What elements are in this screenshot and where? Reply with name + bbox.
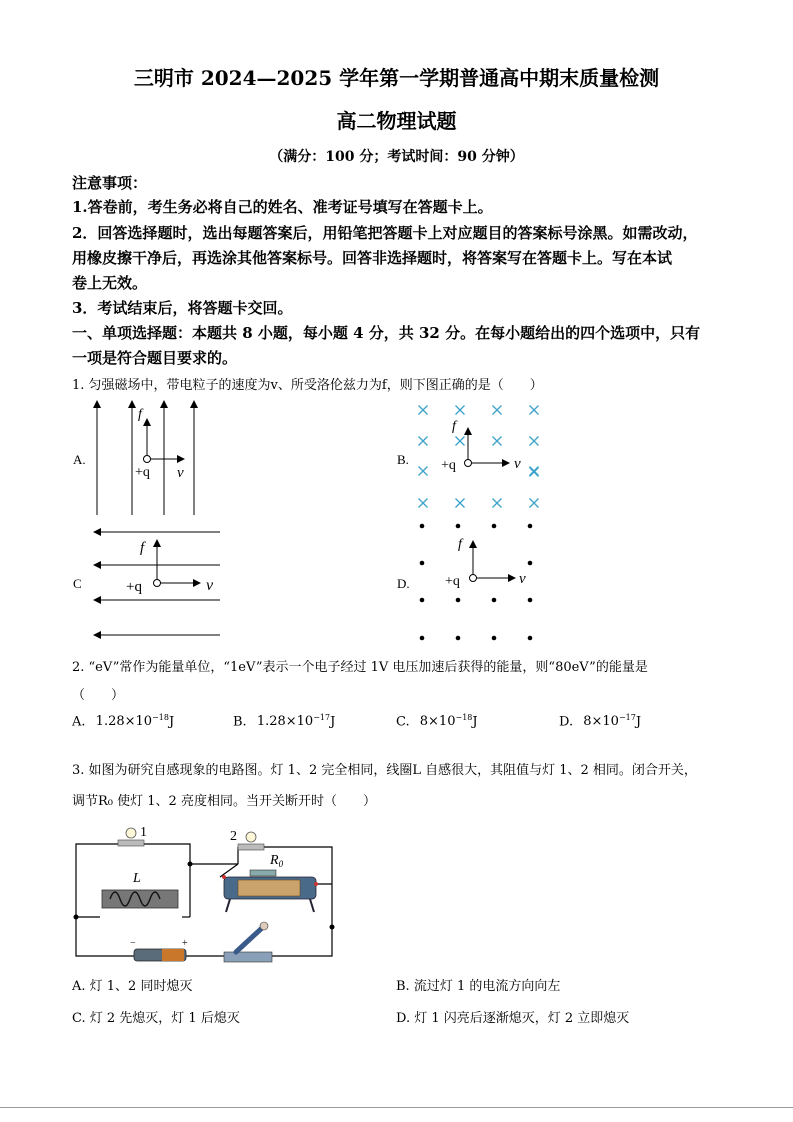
- q3-option-b: B. 流过灯 1 的电流方向向左: [396, 979, 561, 994]
- q3-option-d: D. 灯 1 闪亮后逐渐熄灭，灯 2 立即熄灭: [396, 1011, 630, 1026]
- sym-v: v: [206, 577, 214, 594]
- sym-f: f: [458, 537, 462, 552]
- notice-item-2-line3: 卷上无效。: [72, 274, 148, 292]
- notice-item-2-line1: 2．回答选择题时，选出每题答案后，用铅笔把答题卡上对应题目的答案标号涂黑。如需改动，: [72, 224, 698, 242]
- q3-option-c: C. 灯 2 先熄灭，灯 1 后熄灭: [72, 1011, 240, 1026]
- page-title: 三明市 2024—2025 学年第一学期普通高中期末质量检测: [133, 66, 660, 90]
- lamp-1-label: 1: [140, 825, 147, 840]
- notice-heading: 注意事项：: [72, 174, 148, 192]
- figure-b: [397, 406, 539, 508]
- field-dot: [420, 636, 425, 641]
- footer-divider: [0, 1107, 793, 1108]
- figure-c: [73, 532, 220, 635]
- field-cross: [530, 437, 539, 446]
- field-dot: [492, 598, 497, 603]
- sym-q: +q: [126, 579, 142, 595]
- junction: [188, 862, 193, 867]
- sym-f: f: [140, 540, 145, 556]
- coil-l: [102, 871, 178, 908]
- charge: [465, 460, 472, 467]
- field-dot: [528, 598, 533, 603]
- sym-f: f: [138, 407, 142, 422]
- field-dot: [528, 524, 533, 529]
- field-dot: [528, 561, 533, 566]
- field-dot: [420, 524, 425, 529]
- sym-q: +q: [135, 465, 150, 480]
- q2-stem-line2: （ ）: [72, 688, 125, 703]
- page-subtitle: 高二物理试题: [336, 109, 457, 133]
- field-cross: [419, 467, 428, 476]
- battery: [130, 938, 188, 961]
- q3-stem-line1: 3. 如图为研究自感现象的电路图。灯 1、2 完全相同，线圈L 自感很大，其阻值与灯 1、2 相同。闭合开关，: [72, 763, 697, 778]
- sym-f: f: [452, 419, 456, 434]
- q2-stem-line1: 2. “eV”常作为能量单位，“1eV”表示一个电子经过 1V 电压加速后获得的能量，则“80eV”的能量是: [72, 660, 648, 675]
- q2-option-c: C. $8\times 10^{-18}J$: [396, 713, 478, 730]
- sym-v: v: [514, 456, 521, 472]
- field-dot: [492, 524, 497, 529]
- field-cross: [456, 437, 465, 446]
- field-cross: [456, 406, 465, 415]
- rheostat-label: $R_0$: [270, 853, 284, 869]
- option-c-label: C: [73, 576, 82, 591]
- q2-option-a: A. $1.28\times 10^{-18}J$: [72, 713, 175, 730]
- field-cross: [493, 437, 502, 446]
- field-dot: [456, 598, 461, 603]
- sym-v: v: [177, 465, 184, 481]
- charge: [154, 580, 161, 587]
- sym-q: +q: [445, 574, 460, 589]
- notice-item-1: 1.答卷前，考生务必将自己的姓名、准考证号填写在答题卡上。: [72, 198, 493, 216]
- q3-option-a: A. 灯 1、2 同时熄灭: [72, 979, 193, 994]
- charge: [144, 456, 151, 463]
- q2-option-d: D. $8\times 10^{-17}J$: [559, 713, 642, 730]
- q1-stem: 1. 匀强磁场中，带电粒子的速度为v、所受洛伦兹力为f，则下图正确的是（ ）: [72, 378, 543, 393]
- field-dots: [420, 524, 533, 641]
- lamp-2-label: 2: [230, 829, 237, 844]
- field-cross: [493, 406, 502, 415]
- battery-minus: −: [130, 938, 136, 949]
- figure-a: [73, 401, 194, 515]
- field-cross: [530, 467, 539, 476]
- field-cross: [530, 499, 539, 508]
- rheostat-r0: [222, 853, 318, 912]
- field-cross: [530, 468, 539, 477]
- junction: [330, 925, 335, 930]
- exam-info: （满分：100 分；考试时间：90 分钟）: [269, 149, 524, 165]
- q1-figures: [60, 395, 760, 650]
- figure-d: [397, 524, 532, 641]
- field-dot: [420, 598, 425, 603]
- field-cross: [456, 499, 465, 508]
- field-cross: [530, 406, 539, 415]
- field-dot: [528, 636, 533, 641]
- field-dot: [456, 636, 461, 641]
- field-cross: [419, 499, 428, 508]
- lamp-2: [230, 829, 264, 850]
- charge: [470, 575, 477, 582]
- switch: [224, 922, 272, 962]
- sym-q: +q: [441, 458, 456, 473]
- option-b-label: B.: [397, 452, 409, 467]
- notice-item-3: 3．考试结束后，将答题卡交回。: [72, 299, 293, 317]
- field-cross: [493, 499, 502, 508]
- sym-v: v: [519, 571, 526, 587]
- section-heading-line2: 一项是符合题目要求的。: [72, 349, 238, 367]
- notice-item-2-line2: 用橡皮擦干净后，再选涂其他答案标号。回答非选择题时，将答案写在答题卡上。写在本试: [72, 249, 673, 267]
- battery-plus: +: [182, 938, 188, 949]
- q3-stem-line2: 调节R₀ 使灯 1、2 亮度相同。当开关断开时（ ）: [72, 794, 376, 809]
- junction: [74, 915, 79, 920]
- field-dot: [420, 561, 425, 566]
- field-cross: [419, 437, 428, 446]
- option-d-label: D.: [397, 576, 410, 591]
- option-a-label: A.: [73, 452, 86, 467]
- coil-label: L: [133, 871, 141, 886]
- field-dot: [456, 524, 461, 529]
- q2-option-b: B. $1.28\times 10^{-17}J$: [233, 713, 336, 730]
- q3-circuit: [70, 822, 350, 972]
- section-heading-line1: 一、单项选择题：本题共 8 小题，每小题 4 分，共 32 分。在每小题给出的四个选项中，只有: [72, 324, 701, 342]
- field-cross: [419, 406, 428, 415]
- lamp-1: [118, 825, 147, 846]
- field-dot: [492, 636, 497, 641]
